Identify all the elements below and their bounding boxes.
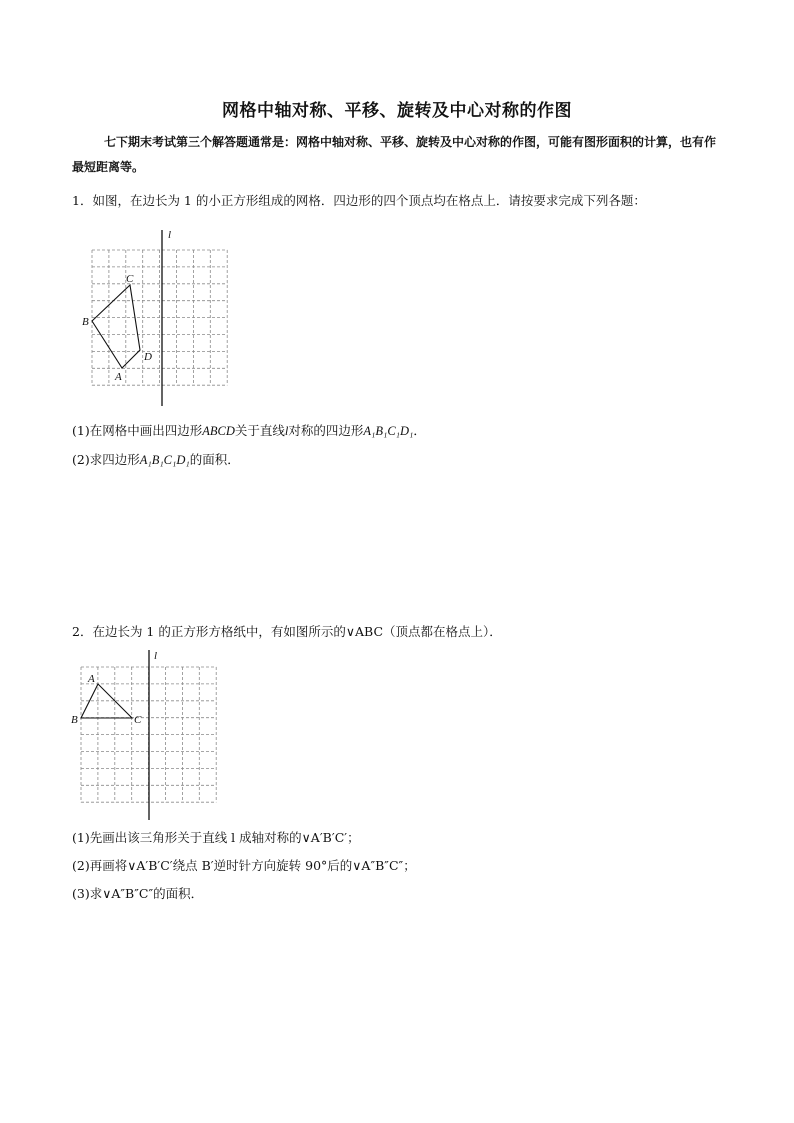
page-title: 网格中轴对称、平移、旋转及中心对称的作图: [222, 101, 572, 121]
q2-axis-label: l: [154, 650, 158, 662]
q1-stem: 1．如图，在边长为 1 的小正方形组成的网格．四边形的四个顶点均在格点上．请按要求完成下列各题：: [72, 193, 646, 208]
q1-part2: (2)求四边形A₁B₁C₁D₁的面积．: [72, 452, 240, 467]
q1-vertex-c: C: [126, 273, 134, 285]
q2-part3: (3)求∨A″B″C″的面积．: [72, 886, 204, 901]
q1-part1: (1)在网格中画出四边形ABCD关于直线l对称的四边形A₁B₁C₁D₁．: [72, 423, 426, 438]
q1-vertex-b: B: [82, 316, 89, 328]
q1-vertex-d: D: [144, 351, 152, 363]
q1-axis-label: l: [168, 229, 172, 241]
q2-vertex-b: B: [71, 714, 78, 726]
intro-text: 七下期末考试第三个解答题通常是：网格中轴对称、平移、旋转及中心对称的作图，可能有图形面积的计算，也有作最短距离等。: [72, 135, 717, 174]
q2-vertex-a: A: [88, 673, 95, 685]
q2-part1: (1)先画出该三角形关于直线 l 成轴对称的∨A′B′C′；: [72, 830, 360, 845]
q1-vertex-a: A: [115, 371, 122, 383]
q1-quadrilateral: [92, 285, 140, 368]
q1-figure: [78, 226, 248, 410]
q2-figure: [68, 648, 220, 822]
q2-part2: (2)再画将∨A′B′C′绕点 B′逆时针方向旋转 90°后的∨A″B″C″；: [72, 858, 416, 873]
q2-stem: 2．在边长为 1 的正方形方格纸中，有如图所示的∨ABC（顶点都在格点上）．: [72, 624, 502, 639]
q2-vertex-c: C: [134, 714, 142, 726]
